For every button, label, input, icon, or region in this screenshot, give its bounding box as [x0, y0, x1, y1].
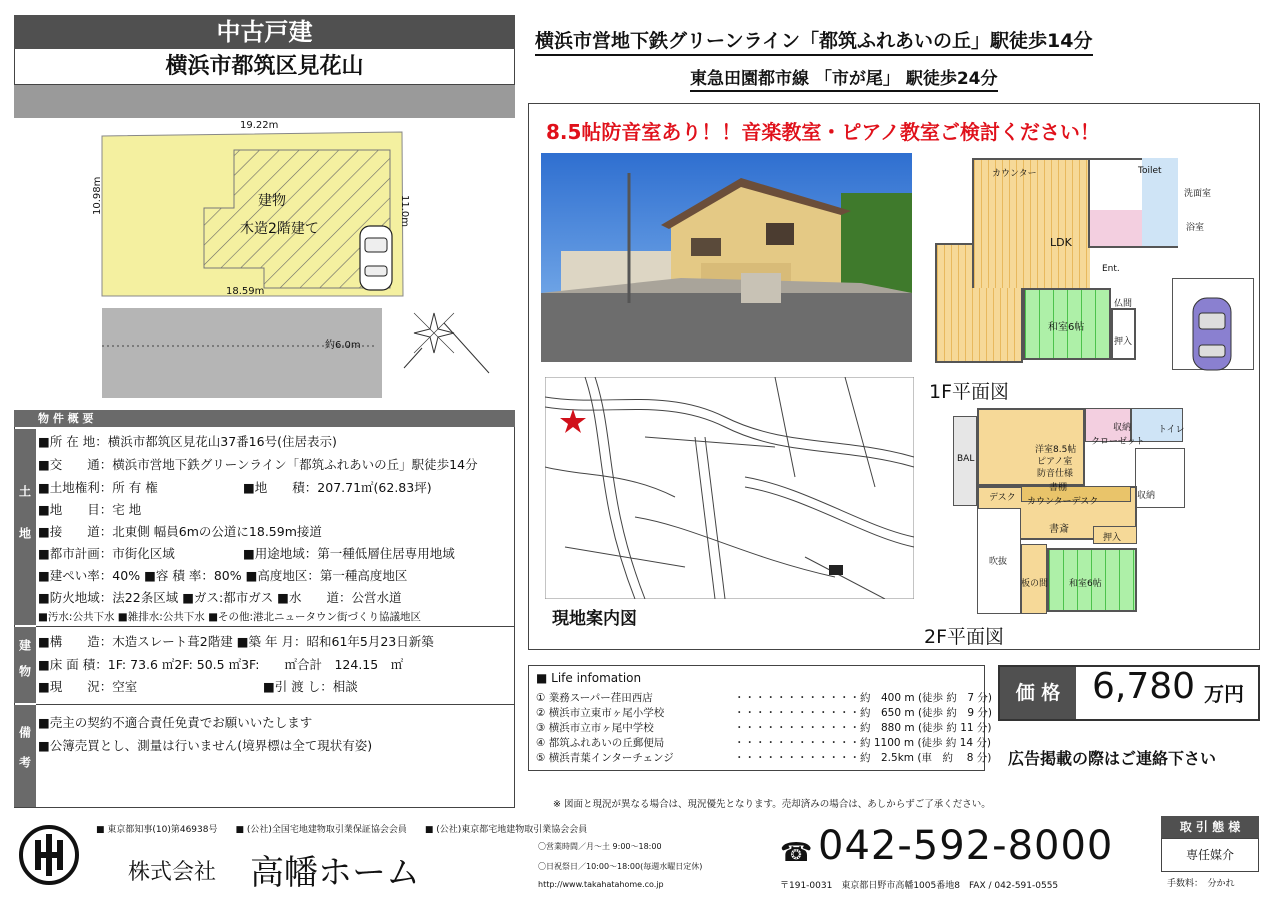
life-item — [536, 737, 992, 750]
life-item-dist: ・・・・・・・・・・・・約 400 m (徒歩 約 7 分) — [734, 692, 992, 704]
life-item — [536, 692, 992, 705]
spec-row — [38, 677, 358, 696]
car-icon — [1187, 293, 1237, 373]
fee-note: 手数料： 分かれ — [1167, 879, 1235, 889]
fp1-washroom: 洗面室 — [1184, 189, 1212, 199]
company-url: http://www.takahatahome.co.jp — [538, 880, 664, 889]
site-dim-left: 10.98m — [92, 176, 103, 215]
fp1-toilet: Toilet — [1138, 166, 1162, 176]
spec-cell: ■都市計画：市街化区域 — [38, 546, 175, 561]
spec-row — [38, 432, 337, 451]
spec-row — [38, 588, 402, 607]
remark-text: ■売主の契約不適合責任免責でお願いいたします — [38, 715, 313, 730]
fp2-caption: 2F平面図 — [924, 626, 1005, 648]
building-label-2: 木造2階建て — [240, 221, 319, 237]
spec-cell: ■引 渡 し：相談 — [263, 679, 358, 694]
company-address: 〒191-0031 東京都日野市高幡1005番地8 FAX / 042-591-0555 — [780, 881, 1059, 891]
life-item-dist: ・・・・・・・・・・・・約 650 m (徒歩 約 9 分) — [734, 707, 992, 719]
spec-cell: ■構 造：木造スレート葺2階建 ■築 年 月：昭和61年5月23日新築 — [38, 634, 434, 649]
spec-cell: ■現 況：空室 — [38, 679, 138, 694]
life-item — [536, 707, 992, 720]
spec-row — [38, 566, 407, 585]
site-dim-top: 19.22m — [240, 120, 279, 131]
floorplan-1f — [932, 158, 1254, 370]
deal-type-label: 取 引 態 様 — [1161, 816, 1259, 838]
spec-row — [38, 608, 421, 627]
fp2-shelf: 書棚 — [1049, 483, 1068, 493]
fp1-counter: カウンター — [992, 169, 1037, 179]
company-name: 高幡ホーム — [250, 853, 420, 893]
spec-row — [38, 522, 322, 541]
life-item-name: ① 業務スーパー荏田西店 — [536, 692, 653, 704]
spec-cell: ■地 積：207.71㎡(62.83坪) — [243, 480, 432, 495]
building-label-1: 建物 — [258, 193, 286, 209]
spec-row — [38, 632, 434, 651]
fp2-main-2: ピアノ室 — [1037, 457, 1073, 467]
fp2-counter-desk: カウンターデスク — [1027, 497, 1099, 507]
life-info-title: ■ Life infomation — [536, 671, 642, 685]
life-item-name: ② 横浜市立東市ヶ尾小学校 — [536, 707, 665, 719]
hours-2: 〇日祝祭日／10:00～18:00(毎週水曜日定休) — [538, 862, 703, 871]
price-unit: 万円 — [1204, 682, 1244, 706]
road-width: 約6.0m — [325, 340, 361, 351]
house-photo — [541, 153, 912, 362]
fp2-closet-in: 収納 — [1113, 423, 1132, 433]
remarks-side-text: 備考 — [17, 726, 32, 786]
grey-band — [14, 85, 515, 118]
site-plan — [14, 118, 515, 408]
spec-cell: ■床 面 積：1F: 73.6 ㎡2F: 50.5 ㎡3F: ㎡合計 124.15 ㎡ — [38, 657, 404, 672]
fp2-void: 吹抜 — [989, 557, 1008, 567]
life-item-dist: ・・・・・・・・・・・・約 880 m (徒歩 約 11 分) — [734, 722, 992, 734]
fp1-bath: 浴室 — [1186, 223, 1205, 233]
life-item-name: ⑤ 横浜青葉インターチェンジ — [536, 752, 674, 764]
price-value: 6,780 — [1092, 666, 1196, 707]
spec-cell: ■汚水:公共下水 ■雑排水:公共下水 ■その他:港北ニュータウン街づくり協議地区 — [38, 611, 422, 623]
floorplan-2f — [953, 408, 1213, 614]
fp2-desk: デスク — [989, 493, 1016, 503]
site-dim-bottom: 18.59m — [226, 286, 265, 297]
hours-1: 〇営業時間／月～土 9:00～18:00 — [538, 842, 662, 851]
license-line: ■ 東京都知事(10)第46938号 ■ (公社)全国宅地建物取引業保証協会会員 ■ (公社)東京都宅地建物取引業協会会員 — [96, 825, 588, 835]
life-item-dist: ・・・・・・・・・・・・約 1100 m (徒歩 約 14 分) — [734, 737, 992, 749]
spec-cell: ■接 道：北東側 幅員6mの公道に18.59m接道 — [38, 524, 322, 539]
spec-cell: ■防火地域：法22条区域 ■ガス:都市ガス ■水 道：公営水道 — [38, 590, 402, 605]
location-title: 横浜市都筑区見花山 — [14, 49, 515, 85]
fp1-ldk: LDK — [1050, 236, 1072, 249]
fp2-study: 書斎 — [1049, 524, 1069, 535]
fp1-caption: 1F平面図 — [929, 381, 1010, 403]
access-main: 横浜市営地下鉄グリーンライン「都筑ふれあいの丘」駅徒歩14分 — [535, 26, 1093, 56]
life-item — [536, 722, 992, 735]
fp1-entrance: Ent. — [1102, 264, 1120, 274]
spec-cell: ■所 在 地：横浜市都筑区見花山37番16号(住居表示) — [38, 434, 337, 449]
fp2-bal: BAL — [957, 454, 975, 464]
life-item — [536, 752, 992, 765]
spec-title: 物 件 概 要 — [14, 410, 515, 427]
fp2-itanoma: 板の間 — [1021, 579, 1049, 589]
category-banner: 中古戸建 — [14, 15, 515, 49]
remark-text: ■公簿売買とし、測量は行いません(境界標は全て現状有姿) — [38, 738, 373, 753]
company-logo — [18, 824, 80, 886]
spec-cell: ■土地権利：所 有 権 — [38, 480, 158, 495]
car-icon — [360, 226, 392, 290]
land-side-label — [14, 429, 36, 625]
site-dim-right: 11.0m — [399, 195, 410, 228]
phone-icon: ☎ — [780, 838, 813, 868]
contact-note: 広告掲載の際はご連絡下さい — [1008, 749, 1217, 768]
access-sub: 東急田園都市線 「市が尾」 駅徒歩24分 — [690, 64, 998, 92]
remark-row — [38, 713, 312, 732]
fp1-butsuma: 仏間 — [1114, 299, 1133, 309]
remark-row — [38, 736, 372, 755]
catch-copy: 8.5帖防音室あり！！音楽教室・ピアノ教室ご検討ください！ — [546, 120, 1100, 144]
spec-row — [38, 544, 455, 563]
fp2-toilet: トイレ — [1158, 425, 1185, 435]
divider — [36, 704, 515, 705]
spec-row — [38, 500, 141, 519]
fp2-oshiire: 押入 — [1103, 533, 1122, 543]
life-item-dist: ・・・・・・・・・・・・約 2.5km (車 約 8 分) — [734, 752, 992, 764]
building-side-label — [14, 627, 36, 703]
spec-row — [38, 455, 478, 474]
location-map — [545, 377, 914, 599]
company-prefix: 株式会社 — [128, 860, 217, 885]
life-item-name: ④ 都筑ふれあいの丘郵便局 — [536, 737, 665, 749]
spec-cell: ■交 通：横浜市営地下鉄グリーンライン「都筑ふれあいの丘」駅徒歩14分 — [38, 457, 478, 472]
price-label: 価 格 — [1000, 667, 1076, 719]
spec-row — [38, 478, 432, 497]
fp2-storage: 収納 — [1137, 491, 1156, 501]
spec-cell: ■用途地域：第一種低層住居専用地域 — [243, 546, 455, 561]
spec-cell: ■地 目：宅 地 — [38, 502, 142, 517]
fp1-washitsu: 和室6帖 — [1048, 322, 1085, 333]
phone-number[interactable]: 042-592-8000 — [818, 823, 1114, 869]
remarks-side-label — [14, 705, 36, 807]
disclaimer: ※ 図面と現況が異なる場合は、現況優先となります。売却済みの場合は、あしからずご了承ください。 — [553, 799, 991, 810]
deal-type-value: 専任媒介 — [1161, 838, 1259, 872]
fp2-main-1: 洋室8.5帖 — [1035, 445, 1077, 455]
fp1-oshiire: 押入 — [1114, 337, 1133, 347]
fp2-closet: クローゼット — [1091, 437, 1145, 447]
fp2-main-3: 防音仕様 — [1037, 469, 1074, 479]
spec-cell: ■建ぺい率：40% ■容 積 率：80% ■高度地区：第一種高度地区 — [38, 568, 408, 583]
life-item-name: ③ 横浜市立市ヶ尾中学校 — [536, 722, 654, 734]
fp2-washitsu: 和室6帖 — [1069, 579, 1102, 589]
land-side-text: 土地 — [17, 485, 32, 569]
spec-row — [38, 655, 403, 674]
building-side-text: 建物 — [17, 639, 32, 691]
map-caption: 現地案内図 — [552, 609, 637, 629]
